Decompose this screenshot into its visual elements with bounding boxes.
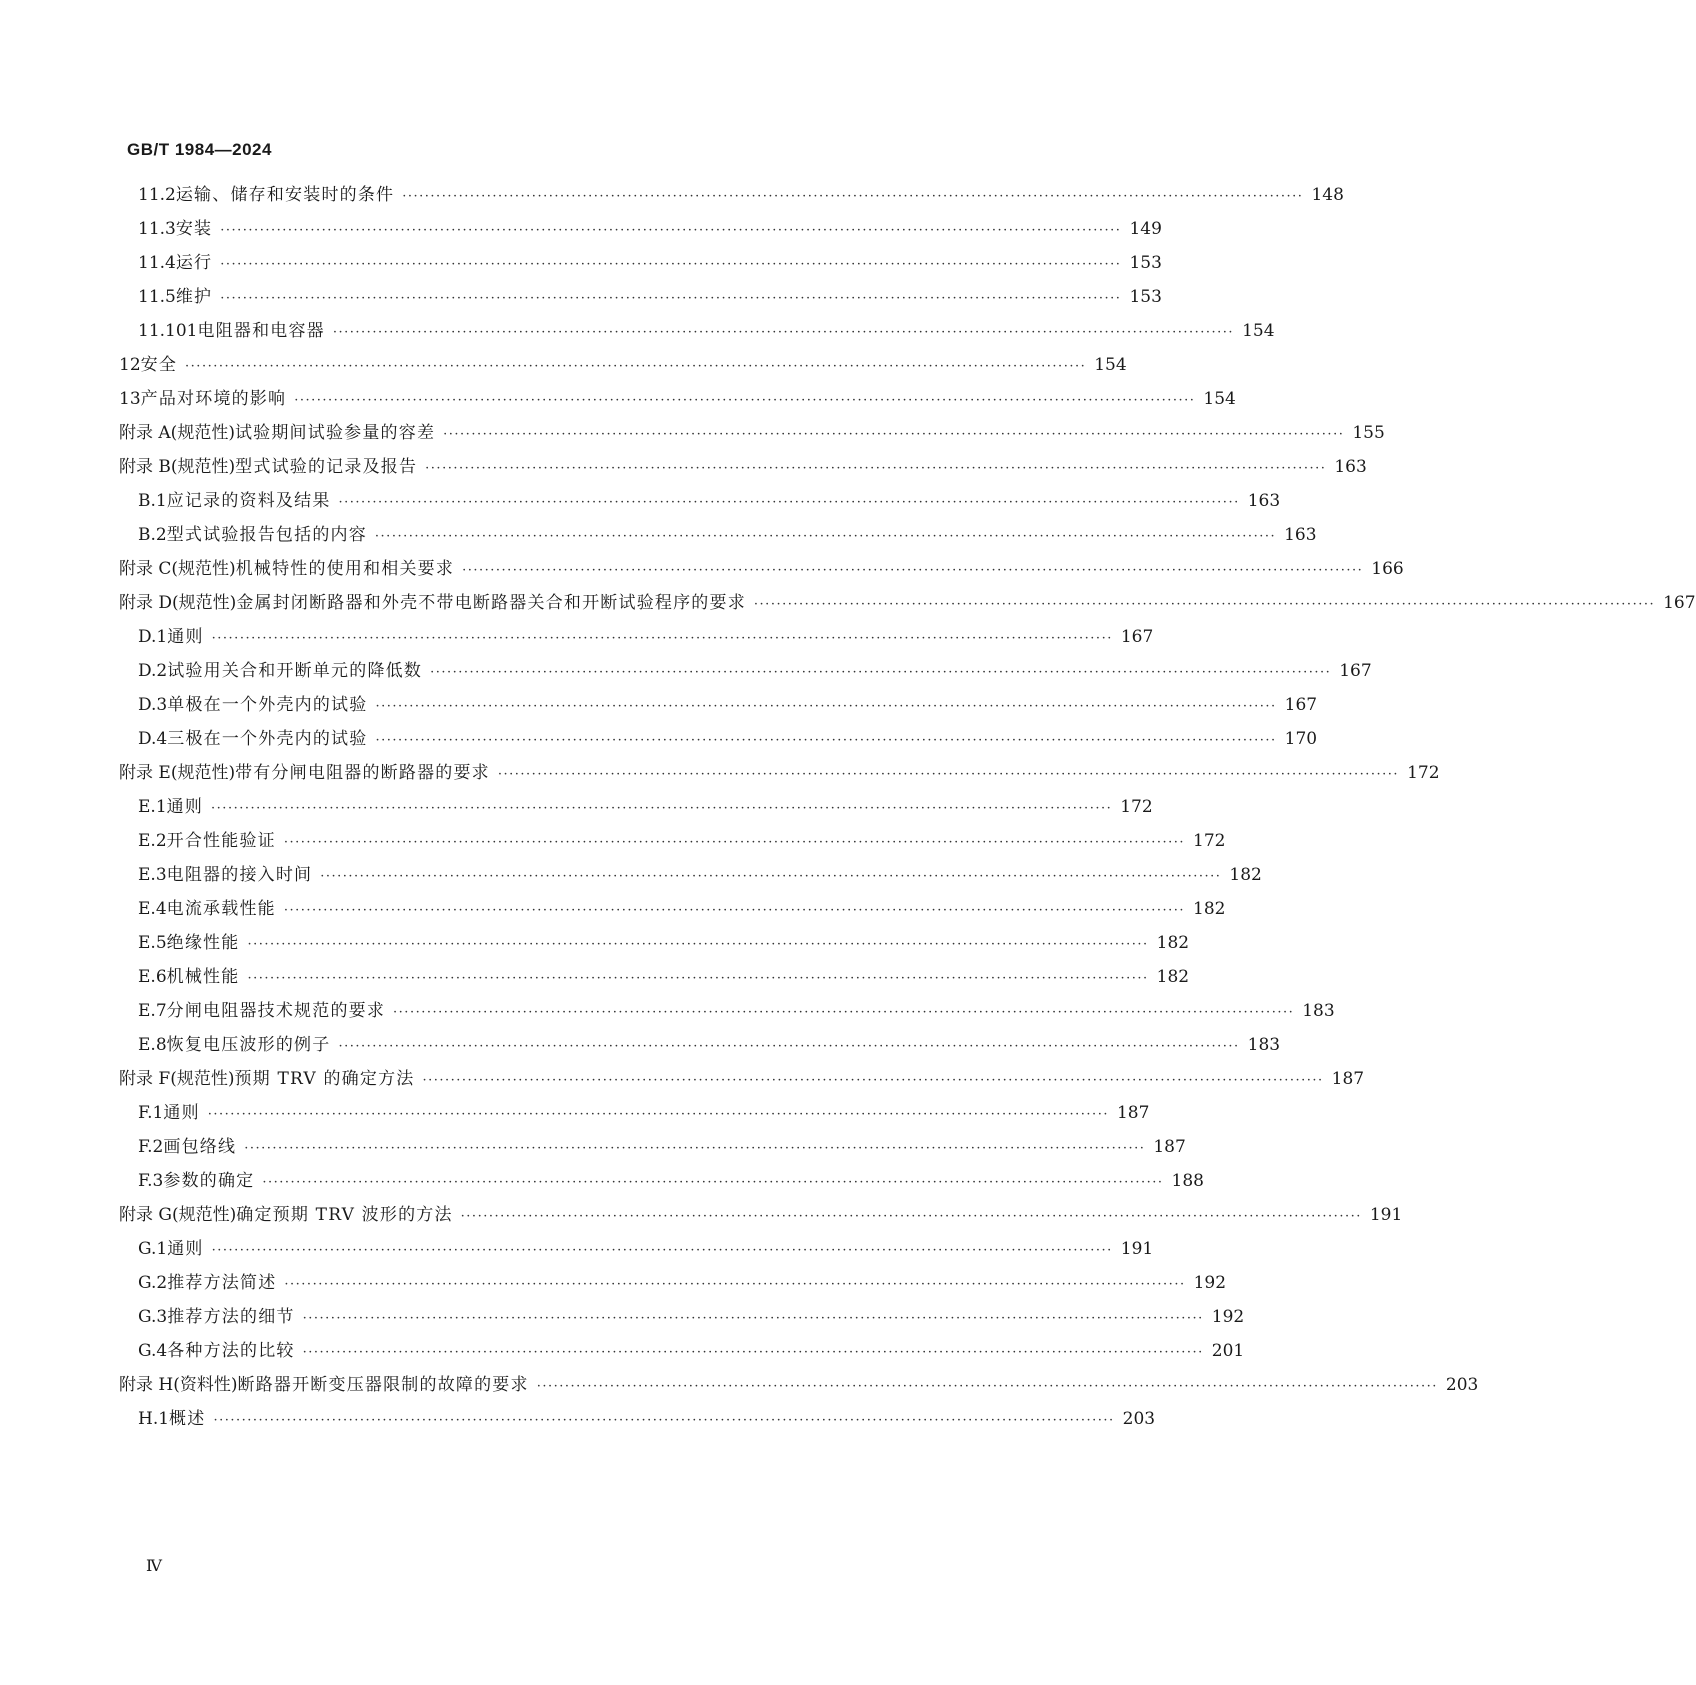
toc-entry-number: E.2 bbox=[138, 831, 167, 851]
toc-entry-number: E.4 bbox=[138, 899, 167, 919]
toc-entry-number: B.2 bbox=[138, 525, 167, 545]
toc-entry[interactable] bbox=[138, 523, 1317, 547]
toc-entry-title: 各种方法的比较 bbox=[167, 1341, 295, 1361]
toc-entry-title: 带有分闸电阻器的断路器的要求 bbox=[235, 763, 490, 783]
toc-entry-title: 绝缘性能 bbox=[166, 933, 240, 953]
toc-entry-title: 恢复电压波形的例子 bbox=[166, 1035, 331, 1055]
toc-entry-title: 分闸电阻器技术规范的要求 bbox=[166, 1001, 386, 1021]
toc-entry[interactable] bbox=[138, 1101, 1150, 1125]
toc-entry-number: 附录 G(规范性) bbox=[119, 1205, 237, 1225]
toc-entry[interactable] bbox=[138, 217, 1162, 241]
toc-entry-page: 167 bbox=[1284, 695, 1318, 715]
toc-entry-title: 电流承载性能 bbox=[166, 899, 276, 919]
toc-leader-dots: ································································································································································ bbox=[220, 257, 1122, 272]
toc-entry-number: 11.2 bbox=[138, 185, 176, 205]
toc-entry[interactable] bbox=[119, 455, 1367, 479]
toc-entry[interactable] bbox=[119, 387, 1236, 411]
toc-entry-title: 机械特性的使用和相关要求 bbox=[235, 559, 455, 579]
toc-entry[interactable] bbox=[138, 693, 1318, 717]
toc-entry-page: 182 bbox=[1193, 899, 1226, 919]
toc-entry[interactable] bbox=[138, 183, 1344, 207]
toc-entry-page: 191 bbox=[1369, 1205, 1403, 1225]
toc-entry-page: 182 bbox=[1229, 865, 1262, 885]
toc-entry[interactable] bbox=[138, 319, 1275, 343]
toc-entry[interactable] bbox=[138, 659, 1372, 683]
toc-entry[interactable] bbox=[138, 897, 1226, 921]
toc-entry-title: 型式试验报告包括的内容 bbox=[166, 525, 367, 545]
toc-entry-number: E.8 bbox=[138, 1035, 167, 1055]
toc-entry-page: 172 bbox=[1193, 831, 1226, 851]
toc-entry-number: G.3 bbox=[138, 1307, 168, 1327]
toc-entry[interactable] bbox=[138, 727, 1318, 751]
toc-entry-title: 推荐方法的细节 bbox=[167, 1307, 295, 1327]
toc-entry-number: 附录 B(规范性) bbox=[119, 457, 236, 477]
toc-entry-title: 机械性能 bbox=[166, 967, 240, 987]
toc-leader-dots: ································································································································································ bbox=[443, 427, 1345, 442]
toc-entry-number: H.1 bbox=[138, 1409, 170, 1429]
toc-entry[interactable] bbox=[138, 829, 1226, 853]
toc-leader-dots: ································································································································································ bbox=[211, 801, 1113, 816]
toc-leader-dots: ································································································································································ bbox=[283, 903, 1186, 918]
toc-entry-page: 192 bbox=[1193, 1273, 1227, 1293]
toc-entry-title: 电阻器的接入时间 bbox=[166, 865, 313, 885]
toc-entry-title: 产品对环境的影响 bbox=[140, 389, 287, 409]
toc-leader-dots: ································································································································································ bbox=[375, 733, 1277, 748]
toc-entry-page: 172 bbox=[1120, 797, 1153, 817]
page-folio: Ⅳ bbox=[146, 1556, 162, 1575]
toc-entry-number: G.1 bbox=[138, 1239, 168, 1259]
toc-leader-dots: ································································································································································ bbox=[320, 869, 1222, 884]
toc-entry-number: G.2 bbox=[138, 1273, 168, 1293]
toc-leader-dots: ································································································································································ bbox=[430, 665, 1332, 680]
toc-entry-number: D.4 bbox=[138, 729, 168, 749]
toc-entry-title: 概述 bbox=[169, 1409, 206, 1429]
toc-entry[interactable] bbox=[138, 285, 1162, 309]
toc-entry-page: 155 bbox=[1352, 423, 1385, 443]
toc-entry-page: 187 bbox=[1331, 1069, 1365, 1089]
toc-entry-number: E.5 bbox=[138, 933, 167, 953]
toc-entry-page: 149 bbox=[1129, 219, 1162, 239]
toc-entry-number: E.3 bbox=[138, 865, 167, 885]
toc-entry-number: E.6 bbox=[138, 967, 167, 987]
toc-entry[interactable] bbox=[119, 1203, 1403, 1227]
toc-entry-page: 154 bbox=[1242, 321, 1275, 341]
toc-entry[interactable] bbox=[138, 489, 1281, 513]
toc-entry[interactable] bbox=[138, 1271, 1227, 1295]
toc-entry-title: 单极在一个外壳内的试验 bbox=[167, 695, 368, 715]
toc-entry[interactable] bbox=[119, 761, 1440, 785]
toc-entry-title: 安全 bbox=[140, 355, 178, 375]
toc-entry-page: 201 bbox=[1211, 1341, 1245, 1361]
toc-entry-number: 附录 C(规范性) bbox=[119, 559, 236, 579]
toc-entry[interactable] bbox=[119, 591, 1696, 615]
toc-entry-page: 183 bbox=[1302, 1001, 1335, 1021]
toc-entry-title: 试验期间试验参量的容差 bbox=[234, 423, 436, 443]
toc-entry-page: 153 bbox=[1129, 253, 1162, 273]
toc-leader-dots: ································································································································································ bbox=[211, 631, 1113, 646]
toc-entry[interactable] bbox=[138, 999, 1335, 1023]
toc-entry-page: 153 bbox=[1129, 287, 1162, 307]
toc-entry-title: 安装 bbox=[175, 219, 213, 239]
toc-entry-page: 187 bbox=[1153, 1137, 1186, 1157]
toc-leader-dots: ································································································································································ bbox=[284, 1277, 1186, 1292]
toc-entry[interactable] bbox=[138, 863, 1262, 887]
toc-entry[interactable] bbox=[138, 1407, 1156, 1431]
toc-entry-title: 预期 TRV 的确定方法 bbox=[234, 1069, 415, 1089]
toc-entry-title: 推荐方法简述 bbox=[167, 1273, 277, 1293]
toc-entry-number: F.2 bbox=[138, 1137, 164, 1157]
toc-entry-number: B.1 bbox=[138, 491, 167, 511]
toc-entry-title: 确定预期 TRV 波形的方法 bbox=[236, 1205, 453, 1225]
toc-leader-dots: ································································································································································ bbox=[220, 291, 1122, 306]
toc-entry-page: 167 bbox=[1120, 627, 1154, 647]
toc-leader-dots: ································································································································································ bbox=[338, 495, 1240, 510]
toc-leader-dots: ································································································································································ bbox=[283, 835, 1186, 850]
toc-leader-dots: ································································································································································ bbox=[338, 1039, 1240, 1054]
toc-entry-number: G.4 bbox=[138, 1341, 168, 1361]
toc-leader-dots: ································································································································································ bbox=[302, 1345, 1204, 1360]
toc-entry-title: 通则 bbox=[167, 627, 204, 647]
toc-leader-dots: ································································································································································ bbox=[211, 1243, 1113, 1258]
toc-entry-page: 167 bbox=[1339, 661, 1372, 681]
toc-entry-page: 170 bbox=[1284, 729, 1318, 749]
toc-entry-number: F.3 bbox=[138, 1171, 164, 1191]
toc-entry-title: 型式试验的记录及报告 bbox=[235, 457, 418, 477]
toc-entry-number: 12 bbox=[119, 355, 141, 375]
toc-entry[interactable] bbox=[119, 1373, 1479, 1397]
toc-entry-number: 附录 E(规范性) bbox=[119, 763, 236, 783]
toc-entry-number: 11.5 bbox=[138, 287, 176, 307]
toc-entry-title: 参数的确定 bbox=[163, 1171, 255, 1191]
toc-leader-dots: ································································································································································ bbox=[294, 393, 1196, 408]
toc-leader-dots: ································································································································································ bbox=[185, 359, 1087, 374]
toc-entry-page: 203 bbox=[1122, 1409, 1156, 1429]
toc-entry[interactable] bbox=[138, 795, 1153, 819]
toc-leader-dots: ································································································································································ bbox=[753, 597, 1656, 612]
toc-entry-number: 11.3 bbox=[138, 219, 176, 239]
toc-entry[interactable] bbox=[138, 625, 1154, 649]
toc-leader-dots: ································································································································································ bbox=[422, 1073, 1324, 1088]
toc-entry[interactable] bbox=[119, 421, 1385, 445]
toc-entry-title: 维护 bbox=[175, 287, 213, 307]
toc-entry-title: 通则 bbox=[166, 797, 204, 817]
toc-entry-title: 试验用关合和开断单元的降低数 bbox=[167, 661, 423, 681]
toc-entry[interactable] bbox=[119, 557, 1404, 581]
toc-entry-number: D.2 bbox=[138, 661, 168, 681]
toc-leader-dots: ································································································································································ bbox=[247, 971, 1149, 986]
toc-entry-title: 开合性能验证 bbox=[166, 831, 276, 851]
toc-entry-number: D.3 bbox=[138, 695, 168, 715]
toc-entry-number: 11.101 bbox=[138, 321, 198, 341]
toc-leader-dots: ································································································································································ bbox=[332, 325, 1235, 340]
toc-entry[interactable] bbox=[138, 1339, 1245, 1363]
toc-entry-title: 通则 bbox=[163, 1103, 200, 1123]
toc-leader-dots: ································································································································································ bbox=[220, 223, 1122, 238]
toc-entry-title: 应记录的资料及结果 bbox=[166, 491, 331, 511]
toc-entry[interactable] bbox=[138, 1135, 1186, 1159]
toc-entry-title: 三极在一个外壳内的试验 bbox=[167, 729, 368, 749]
toc-entry-page: 203 bbox=[1445, 1375, 1479, 1395]
toc-entry-number: E.1 bbox=[138, 797, 167, 817]
toc-entry-title: 通则 bbox=[167, 1239, 204, 1259]
toc-entry-page: 163 bbox=[1334, 457, 1367, 477]
toc-entry-title: 断路器开断变压器限制的故障的要求 bbox=[237, 1375, 529, 1395]
toc-leader-dots: ································································································································································ bbox=[302, 1311, 1204, 1326]
toc-entry-page: 191 bbox=[1120, 1239, 1154, 1259]
toc-entry[interactable] bbox=[138, 1237, 1154, 1261]
toc-entry-page: 148 bbox=[1311, 185, 1344, 205]
toc-entry[interactable] bbox=[138, 1305, 1245, 1329]
toc-entry[interactable] bbox=[119, 1067, 1365, 1091]
toc-entry-page: 166 bbox=[1371, 559, 1404, 579]
toc-entry-page: 182 bbox=[1156, 967, 1190, 987]
toc-entry-number: 13 bbox=[119, 389, 141, 409]
toc-entry-page: 187 bbox=[1116, 1103, 1150, 1123]
toc-entry-number: 11.4 bbox=[138, 253, 176, 273]
toc-leader-dots: ································································································································································ bbox=[244, 1141, 1146, 1156]
toc-entry[interactable] bbox=[138, 965, 1190, 989]
toc-entry-page: 154 bbox=[1203, 389, 1236, 409]
toc-leader-dots: ································································································································································ bbox=[425, 461, 1327, 476]
toc-entry-title: 运输、储存和安装时的条件 bbox=[175, 185, 395, 205]
standard-number: GB/T 1984—2024 bbox=[127, 140, 272, 159]
toc-entry-page: 154 bbox=[1094, 355, 1127, 375]
toc-entry-page: 182 bbox=[1156, 933, 1190, 953]
toc-entry-title: 画包络线 bbox=[163, 1137, 237, 1157]
toc-leader-dots: ································································································································································ bbox=[460, 1209, 1362, 1224]
toc-leader-dots: ································································································································································ bbox=[207, 1107, 1109, 1122]
toc-leader-dots: ································································································································································ bbox=[247, 937, 1149, 952]
toc-entry-number: 附录 D(规范性) bbox=[119, 593, 237, 613]
toc-entry[interactable] bbox=[138, 251, 1162, 275]
toc-entry-number: D.1 bbox=[138, 627, 168, 647]
toc-entry-title: 运行 bbox=[175, 253, 213, 273]
toc-leader-dots: ································································································································································ bbox=[374, 529, 1277, 544]
toc-entry-number: 附录 H(资料性) bbox=[119, 1375, 238, 1395]
toc-entry-page: 163 bbox=[1247, 491, 1281, 511]
toc-entry-page: 163 bbox=[1284, 525, 1317, 545]
toc-leader-dots: ································································································································································ bbox=[536, 1379, 1438, 1394]
toc-entry[interactable] bbox=[138, 931, 1190, 955]
toc-entry-number: 附录 A(规范性) bbox=[119, 423, 235, 443]
toc-leader-dots: ································································································································································ bbox=[497, 767, 1400, 782]
toc-leader-dots: ································································································································································ bbox=[462, 563, 1364, 578]
toc-entry-number: F.1 bbox=[138, 1103, 164, 1123]
toc-entry-title: 电阻器和电容器 bbox=[197, 321, 325, 341]
toc-leader-dots: ································································································································································ bbox=[402, 189, 1304, 204]
toc-entry-page: 167 bbox=[1663, 593, 1696, 613]
toc-leader-dots: ································································································································································ bbox=[393, 1005, 1295, 1020]
toc-entry-page: 188 bbox=[1171, 1171, 1204, 1191]
toc-entry-number: 附录 F(规范性) bbox=[119, 1069, 235, 1089]
toc-entry-page: 183 bbox=[1247, 1035, 1281, 1055]
toc-entry[interactable] bbox=[138, 1169, 1204, 1193]
toc-entry-title: 金属封闭断路器和外壳不带电断路器关合和开断试验程序的要求 bbox=[236, 593, 746, 613]
toc-leader-dots: ································································································································································ bbox=[262, 1175, 1164, 1190]
toc-entry-number: E.7 bbox=[138, 1001, 167, 1021]
toc-leader-dots: ································································································································································ bbox=[213, 1413, 1115, 1428]
toc-entry[interactable] bbox=[138, 1033, 1281, 1057]
toc-entry-page: 172 bbox=[1407, 763, 1440, 783]
toc-entry[interactable] bbox=[119, 353, 1127, 377]
toc-leader-dots: ································································································································································ bbox=[375, 699, 1277, 714]
toc-entry-page: 192 bbox=[1211, 1307, 1245, 1327]
